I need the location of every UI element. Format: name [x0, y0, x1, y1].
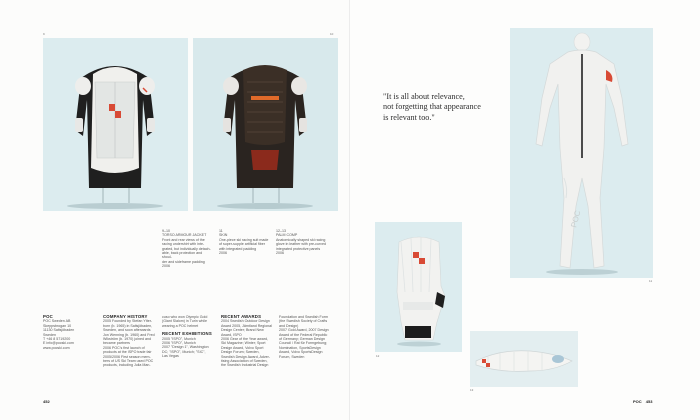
marker-11: 11 [649, 279, 653, 283]
page-gutter [349, 0, 350, 420]
caption-skin: 11 SKIN One-piece ski racing suit made of super-supple artificial fiber with integrated padding 2006 [219, 229, 269, 256]
photo-glove [375, 222, 462, 352]
svg-text:POC: POC [569, 209, 583, 229]
history-heading: COMPANY HISTORY [103, 314, 148, 319]
folio-left: 452 [43, 399, 50, 404]
caption-title: SKIN [219, 233, 228, 238]
marker-9: 9 [43, 32, 45, 36]
photo-armour-rear [193, 38, 338, 211]
caption-title: PALM COMP [276, 233, 298, 238]
folio-brand: POC [633, 399, 642, 404]
pull-quote: "It is all about relevance, not forgetting that appearance is relevant too." [383, 92, 481, 122]
folio-right [633, 399, 652, 404]
caption-armour: 9–10 TORSO ARMOUR JACKET Front and rear views of the racing undershirt with inte- grated, but individually detach- able, back protection and shoul- der and sideframe padding 2006 [162, 229, 211, 269]
caption-number: 9–10 [162, 229, 170, 233]
photo-wrist-brace [470, 331, 578, 387]
awards-continued: Foundation and Swedish Form (the Swedish Society of Crafts and Design) 2007 Gold Award, 2007 Design Award of the Federal Republic of Germany; German Design Council / Rat für Formgebung; Nomination, SportsDesign Award, Volvo SportsDesign Forum, Sweden [279, 315, 329, 359]
folio-number: 453 [645, 399, 653, 404]
recent-awards: RECENT AWARDS 2004 Swedish Outdoor Design Award 2005, Jämtland Regional Design Center; Brand New Award, ISPO 2006 Gear of the Year award, Ski Magazine; Winter; Sport Design Award, Volvo Sport Design Forum; Sweden, Swedish Design Award, Adver- tising Association of Sweden, the Swedish Industrial Design [221, 315, 275, 368]
company-contact: POC POC Sweden AB Skeppsbrogan 10 11130 Saltsjöbaden Sweden T +46 8 5719200 E info@pocski.com www.pocski.com [43, 315, 95, 350]
photo-armour-front [43, 38, 188, 211]
caption-title: TORSO ARMOUR JACKET [162, 233, 207, 238]
marker-13: 13 [470, 388, 474, 392]
history-continued-and-exhibitions: cuso who won Olympic Gold (Giant Slalom) in Turin while wearing a POC helmet RECENT EXHIBITIONS 2005 "ISPO", Munich 2006 "ISPO", Munich 2007 "Design 1", Washington DC; "ISPO", Munich; "SIC", Las Vegas [162, 315, 216, 359]
company-history: COMPANY HISTORY 2005 Founded by Stefan Ytter- born (b. 1965) in Saltsjöbaden, Sweden, and soon afterwards Jon Wenning (b. 1960) and Fred Wikström (b. 1970) joined and became partners 2006 POC's first launch of products at the ISPO trade fair 2005/2006 First season mem- bers of US Ski Team used POC products, including Julia Man- [103, 315, 157, 368]
caption-number: 11 [219, 229, 223, 233]
exhibitions-heading: RECENT EXHIBITIONS [162, 331, 212, 337]
photo-skin-suit [510, 28, 653, 278]
marker-10: 10 [330, 32, 334, 36]
caption-number: 12–13 [276, 229, 286, 233]
awards-heading: RECENT AWARDS [221, 314, 262, 319]
marker-12: 12 [376, 354, 380, 358]
company-name: POC [43, 314, 53, 319]
caption-palm-comp: 12–13 PALM COMP Anatomically shaped ski racing glove in leather with pre-curved integrated protective panels 2006 [276, 229, 330, 255]
